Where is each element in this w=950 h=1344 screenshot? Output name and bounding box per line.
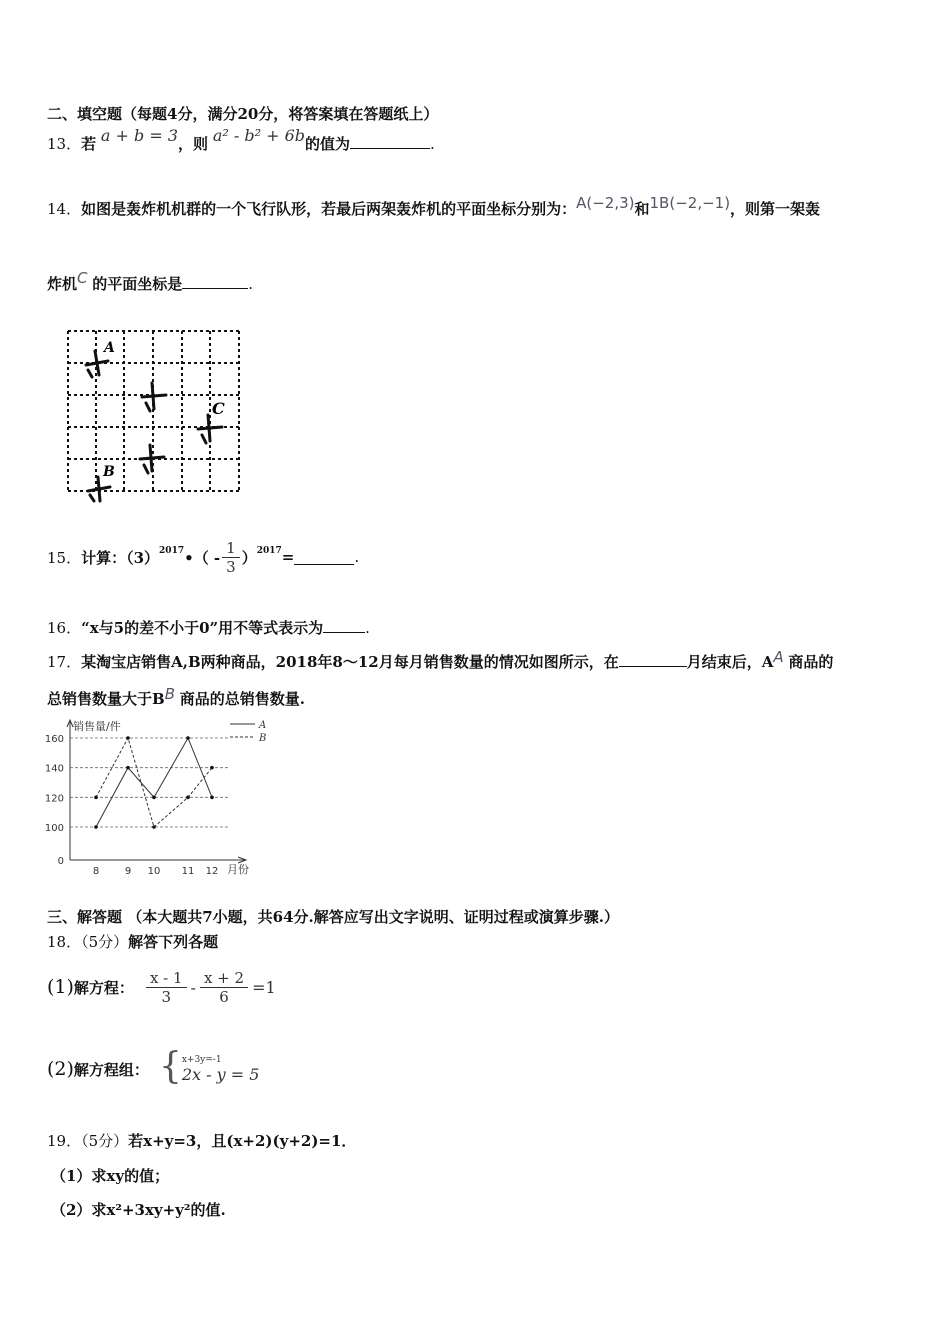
q17-text5: 商品的总销售数量. [179, 690, 305, 708]
q18-frac2-num: x + 2 [200, 969, 248, 988]
x-axis-label: 月份 [227, 863, 249, 876]
q14-end: . [248, 275, 254, 293]
q13-pre: 若 [81, 135, 97, 153]
data-point-B [210, 766, 214, 770]
y-tick-label: 0 [57, 856, 64, 867]
legend-label-A: A [259, 720, 267, 731]
grid-label-C: C [212, 399, 225, 418]
q18-frac2 [200, 969, 248, 1006]
x-tick-label: 10 [147, 866, 161, 877]
y-tick-label: 100 [44, 823, 64, 834]
q18-part1 [47, 962, 276, 1012]
x-tick-label: 8 [92, 866, 100, 877]
q13-post: 的值为 [305, 135, 351, 153]
q18-score: （5分） [81, 933, 129, 951]
sales-line-chart [40, 716, 280, 878]
y-tick-label: 140 [44, 763, 64, 775]
q15-frac-num: 1 [222, 539, 240, 558]
data-point-B [94, 796, 98, 800]
brace-icon: { [158, 1046, 182, 1087]
y-tick-label: 160 [44, 734, 64, 745]
q14-answer-blank[interactable] [182, 274, 248, 289]
q18-frac1-den: 3 [161, 987, 172, 1006]
q19-text: 若x+y=3，且(x+2)(y+2)=1． [128, 1132, 357, 1150]
q13-mid: ，则 [178, 135, 209, 153]
q14-text4: 的平面坐标是 [92, 275, 183, 293]
q15-end: . [354, 548, 360, 566]
plane-C-icon [198, 415, 222, 443]
q18-frac2-den: 6 [219, 987, 229, 1006]
q18-number: 18． [47, 933, 82, 951]
x-tick-label: 11 [181, 866, 195, 877]
data-point-A [210, 796, 214, 800]
question-13 [47, 126, 435, 154]
q18-frac1-num: x - 1 [146, 969, 187, 988]
q18-frac1 [146, 969, 187, 1006]
section-title-fill-blank: 二、填空题（每题4分，满分20分，将答案填在答题纸上） [47, 105, 439, 123]
question-14 [47, 194, 821, 219]
data-point-A [94, 825, 98, 829]
data-point-A [186, 736, 190, 740]
question-15 [47, 532, 359, 582]
q19-part1: （1）求xy的值； [51, 1167, 170, 1185]
q18-rhs: =1 [252, 977, 276, 997]
q18-p1-label: (1) [47, 976, 74, 998]
question-19 [47, 1130, 356, 1151]
q14-text2: ，则第一架轰 [730, 200, 821, 218]
q15-fraction [222, 539, 240, 576]
q17-A: A [773, 648, 784, 666]
formation-grid-figure [62, 325, 247, 505]
q13-end: . [430, 135, 435, 153]
q15-number: 15． [47, 548, 82, 567]
data-point-B [152, 825, 156, 829]
q17-B: B [164, 685, 175, 703]
q18-eq1: x+3y=-1 [181, 1054, 222, 1065]
data-point-A [152, 796, 156, 800]
q13-answer-blank[interactable] [350, 134, 430, 149]
q16-end: . [365, 619, 370, 637]
q17-text2: 月结束后，A [686, 653, 774, 671]
data-point-B [186, 796, 190, 800]
q19-number: 19． [47, 1132, 82, 1150]
data-point-A [126, 766, 130, 770]
q18-p2-text: 解方程组： [73, 1060, 149, 1079]
q15-frac-den: 3 [226, 557, 236, 576]
q16-answer-blank[interactable] [323, 618, 365, 633]
q17-text3: 商品的 [788, 653, 834, 671]
series-line-B [96, 738, 212, 827]
q13-condition: a + b = 3 [100, 126, 179, 145]
q18-minus: - [190, 977, 196, 997]
q18-part2 [47, 1044, 259, 1094]
q18-p1-text: 解方程： [73, 978, 134, 997]
section3-title-text: 三、解答题 （本大题共7小题，共64分.解答应写出文字说明、证明过程或演算步骤.） [47, 908, 619, 926]
grid-label-B: B [103, 464, 115, 480]
q18-p2-label: (2) [47, 1058, 74, 1080]
q16-text: “x与5的差不小于0”用不等式表示为 [81, 619, 324, 637]
q15-answer-blank[interactable] [294, 550, 354, 565]
q19-score: （5分） [81, 1132, 129, 1150]
x-tick-label: 9 [124, 866, 132, 877]
grid-label-A: A [104, 340, 115, 356]
q14-text3: 炸机 [47, 275, 78, 293]
data-point-B [126, 736, 130, 740]
question-14-cont [47, 269, 254, 294]
q13-number: 13． [47, 135, 82, 153]
q18-system [182, 1055, 260, 1084]
q17-text1: 某淘宝店销售A,B两种商品，2018年8～12月每月销售数量的情况如图所示，在 [81, 653, 619, 671]
q18-eq2: 2x - y = 5 [181, 1064, 260, 1084]
question-16 [47, 617, 370, 638]
y-tick-label: 120 [44, 793, 64, 805]
q15-exp1: 2017 [159, 546, 185, 556]
q14-point-B: 1B(−2,−1) [649, 194, 731, 212]
question-17 [47, 648, 834, 672]
question-18 [47, 931, 218, 952]
q18-text: 解答下列各题 [128, 933, 219, 951]
q17-text4: 总销售数量大于B [47, 690, 165, 708]
q15-pre: 计算：（3） [81, 548, 160, 567]
q15-close: ） [241, 548, 257, 567]
q17-number: 17． [47, 653, 82, 671]
q15-mid: •（ - [184, 548, 221, 567]
q19-part2: （2）求x²+3xy+y²的值. [51, 1201, 226, 1219]
legend-label-B: B [259, 733, 267, 744]
y-axis-label: 销售量/件 [73, 720, 121, 733]
q14-point-A: A(−2,3) [576, 194, 635, 212]
q17-answer-blank[interactable] [619, 652, 687, 667]
plane-B-icon [88, 477, 110, 501]
q14-point-C: C [77, 269, 88, 287]
q16-number: 16． [47, 619, 82, 637]
q13-expression: a² - b² + 6b [212, 126, 305, 145]
question-17-cont [47, 685, 305, 709]
series-line-A [96, 738, 212, 827]
q15-eq: = [281, 548, 295, 566]
q15-exp2: 2017 [256, 546, 282, 556]
x-tick-label: 12 [205, 866, 219, 877]
section-title-solve [47, 906, 619, 927]
q14-text1: 如图是轰炸机机群的一个飞行队形，若最后两架轰炸机的平面坐标分别为： [81, 200, 577, 218]
q14-number: 14． [47, 200, 82, 218]
q14-and: 和 [634, 200, 650, 218]
